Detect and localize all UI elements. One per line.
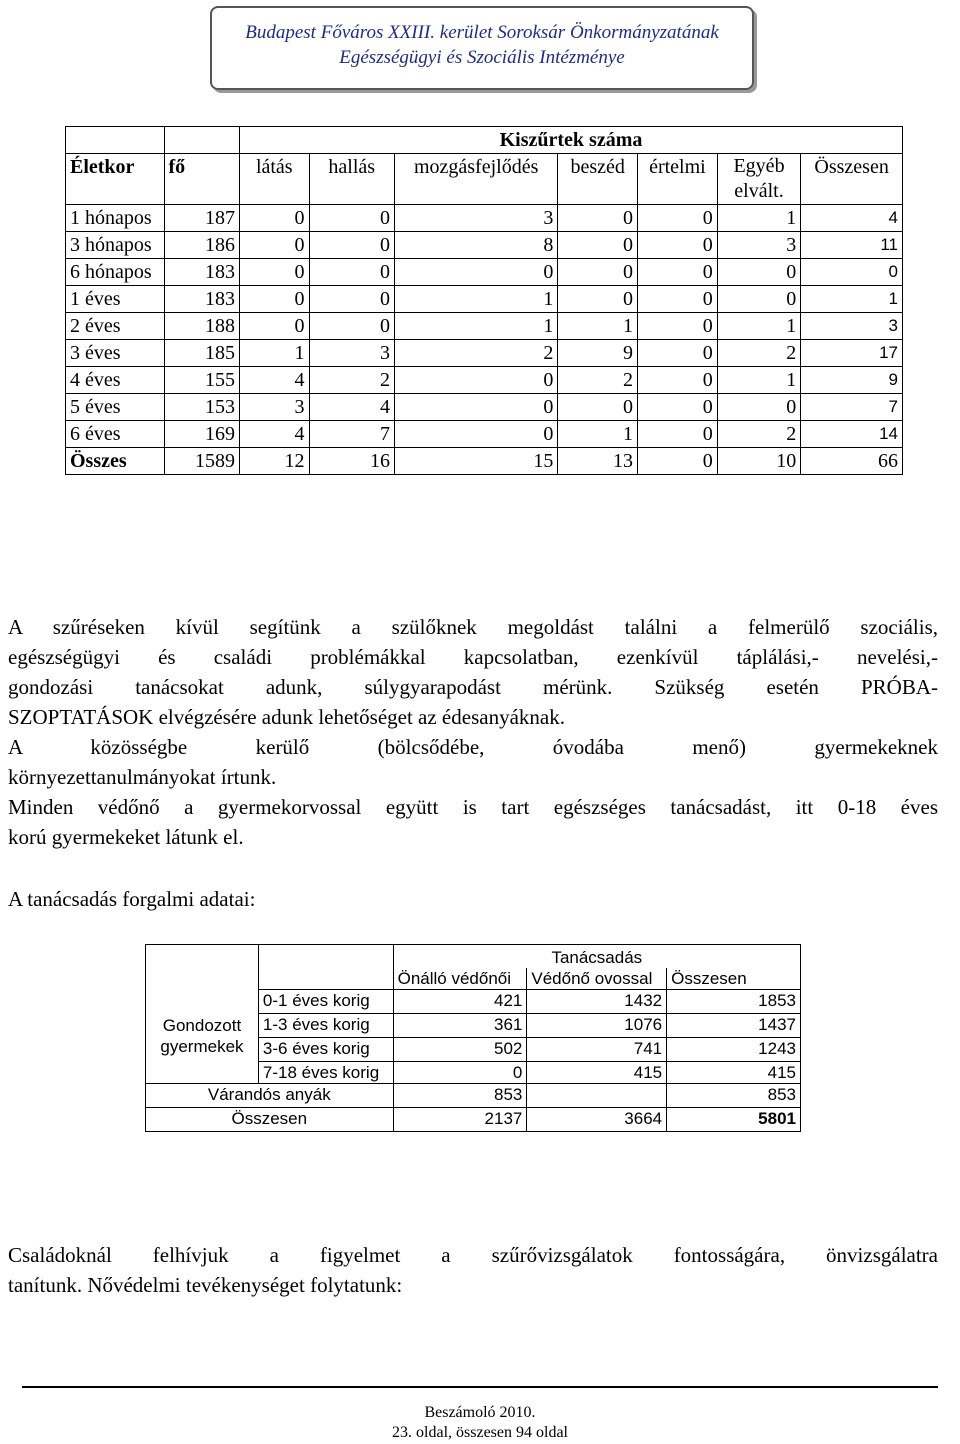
table-cell: 1 (717, 367, 801, 394)
table-cell: 2 (558, 367, 638, 394)
table-cell: 0 (638, 286, 718, 313)
table-cell: 0 (717, 394, 801, 421)
table-cell: 0 (309, 286, 394, 313)
text-line: Minden védőnő a gyermekorvossal együtt is tart egészséges tanácsadást, itt 0-18 éves (8, 795, 938, 819)
table-cell: 1432 (527, 990, 667, 1014)
table-cell: 185 (164, 340, 239, 367)
table-cell: 0 (393, 1062, 527, 1084)
table-cell: 11 (801, 232, 903, 259)
table-cell: 0 (801, 259, 903, 286)
total-row (66, 448, 903, 475)
table-group-header-row (146, 945, 801, 969)
table-cell: 188 (164, 313, 239, 340)
total-row (146, 1108, 801, 1132)
text-line: tanítunk. Nővédelmi tevékenységet folytatunk: (8, 1273, 403, 1297)
table-cell: 0 (638, 232, 718, 259)
table-cell: 0 (717, 259, 801, 286)
row-label: Várandós anyák (146, 1084, 394, 1108)
row-label: 3-6 éves korig (258, 1038, 393, 1062)
row-label: 0-1 éves korig (258, 990, 393, 1014)
col-header: Életkor (66, 154, 165, 205)
row-label: 5 éves (66, 394, 165, 421)
table-cell: 0 (394, 367, 557, 394)
table-cell: 0 (558, 232, 638, 259)
col-header: hallás (309, 154, 394, 205)
row-label: 6 hónapos (66, 259, 165, 286)
table-cell: 66 (801, 448, 903, 475)
table-cell: 15 (394, 448, 557, 475)
col-header: Védőnő ovossal (527, 968, 667, 990)
table-row (66, 394, 903, 421)
table-cell: 2137 (393, 1108, 527, 1132)
footer-report: Beszámoló 2010. (424, 1404, 536, 1421)
row-label: Összesen (146, 1108, 394, 1132)
table-group-header-row (66, 127, 903, 154)
table-cell: 2 (309, 367, 394, 394)
table-cell: 0 (638, 259, 718, 286)
table-cell: 3 (717, 232, 801, 259)
table-row (66, 259, 903, 286)
table-row (66, 367, 903, 394)
paragraph-family (8, 1240, 938, 1300)
col-header: Összesen (667, 968, 801, 990)
institution-header (210, 6, 754, 90)
row-label: 7-18 éves korig (258, 1062, 393, 1084)
col-header: látás (240, 154, 310, 205)
table-cell: 415 (527, 1062, 667, 1084)
table-cell: 0 (638, 367, 718, 394)
table-cell: 0 (240, 232, 310, 259)
text-line: egészségügyi és családi problémákkal kapcsolatban, ezenkívül táplálási,- nevelési,- (8, 645, 938, 669)
table-row (66, 286, 903, 313)
table-cell: 0 (394, 259, 557, 286)
table-row (66, 313, 903, 340)
table-cell: 16 (309, 448, 394, 475)
table-cell: 169 (164, 421, 239, 448)
table-cell: 3 (394, 205, 557, 232)
table-cell: 9 (558, 340, 638, 367)
table-cell: 0 (558, 394, 638, 421)
table-cell: 2 (717, 340, 801, 367)
table-cell: 0 (638, 313, 718, 340)
text-line: A közösségbe kerülő (bölcsődébe, óvodába menő) gyermekeknek (8, 735, 938, 759)
table-cell: 186 (164, 232, 239, 259)
table-cell: 0 (717, 286, 801, 313)
table-cell: 1243 (667, 1038, 801, 1062)
footer-page-number: 23. oldal, összesen 94 oldal (392, 1424, 568, 1441)
table-cell: 1 (558, 313, 638, 340)
table-row (66, 340, 903, 367)
paragraph-services (8, 612, 938, 852)
table-cell: 4 (801, 205, 903, 232)
row-label: 1 hónapos (66, 205, 165, 232)
col-header: Egyéb elvált. (717, 154, 801, 205)
text-line: korú gyermekeket látunk el. (8, 825, 244, 849)
table-cell: 4 (309, 394, 394, 421)
table-cell: 13 (558, 448, 638, 475)
table-cell: 1853 (667, 990, 801, 1014)
table-cell: 0 (394, 421, 557, 448)
table-cell: 5801 (667, 1108, 801, 1132)
col-header: Összesen (801, 154, 903, 205)
row-label: 6 éves (66, 421, 165, 448)
table-cell: 187 (164, 205, 239, 232)
text-line: Családoknál felhívjuk a figyelmet a szűrővizsgálatok fontosságára, önvizsgálatra (8, 1243, 938, 1267)
table-cell: 4 (240, 421, 310, 448)
row-label: 2 éves (66, 313, 165, 340)
table-cell: 10 (717, 448, 801, 475)
subheading (8, 884, 938, 914)
table-cell: 0 (638, 394, 718, 421)
table-cell: 0 (309, 259, 394, 286)
table-cell: 12 (240, 448, 310, 475)
col-header: beszéd (558, 154, 638, 205)
row-label: 1-3 éves korig (258, 1014, 393, 1038)
table-cell: 1076 (527, 1014, 667, 1038)
table-cell: 8 (394, 232, 557, 259)
table-cell: 0 (240, 286, 310, 313)
table-cell: 0 (240, 259, 310, 286)
table-cell: 1 (394, 286, 557, 313)
table-cell: 0 (638, 340, 718, 367)
table-cell (527, 1084, 667, 1108)
table-cell: 17 (801, 340, 903, 367)
table-cell: 7 (309, 421, 394, 448)
row-label: 3 hónapos (66, 232, 165, 259)
table-cell: 1 (558, 421, 638, 448)
table-cell: 3664 (527, 1108, 667, 1132)
table-cell: 9 (801, 367, 903, 394)
table-cell: 14 (801, 421, 903, 448)
table-cell: 0 (309, 313, 394, 340)
header-line-1: Budapest Főváros XXIII. kerület Soroksár Önkormányzatának (245, 22, 719, 43)
table-cell: 7 (801, 394, 903, 421)
table-cell: 0 (638, 421, 718, 448)
table-cell: 3 (240, 394, 310, 421)
table-cell: 415 (667, 1062, 801, 1084)
table-row (66, 421, 903, 448)
table-cell: 1 (240, 340, 310, 367)
table-cell: 0 (394, 394, 557, 421)
col-header: Önálló védőnői (393, 968, 527, 990)
table-cell: 0 (558, 205, 638, 232)
text-line: környezettanulmányokat írtunk. (8, 765, 277, 789)
text-line: gondozási tanácsokat adunk, súlygyarapodást mérünk. Szükség esetén PRÓBA- (8, 675, 938, 699)
table-cell: 0 (240, 313, 310, 340)
table-cell: 2 (394, 340, 557, 367)
col-header: értelmi (638, 154, 718, 205)
consultation-table (145, 944, 801, 1132)
table-cell: 0 (558, 259, 638, 286)
table-cell: 3 (309, 340, 394, 367)
group-title: Tanácsadás (393, 945, 800, 969)
total-label: Összes (66, 448, 165, 475)
table-cell: 1 (717, 205, 801, 232)
footer-divider (22, 1386, 938, 1388)
screening-table (65, 126, 903, 475)
header-line-2: Egészségügyi és Szociális Intézménye (339, 47, 625, 68)
table-cell: 0 (638, 448, 718, 475)
table-cell: 3 (801, 313, 903, 340)
table-cell: 1437 (667, 1014, 801, 1038)
table-header-row (66, 154, 903, 205)
col-header: mozgásfejlődés (394, 154, 557, 205)
group-label: Gondozott gyermekek (146, 990, 259, 1084)
table-row (146, 990, 801, 1014)
table-cell: 853 (667, 1084, 801, 1108)
table-cell: 421 (393, 990, 527, 1014)
table-cell: 1 (717, 313, 801, 340)
table-cell: 853 (393, 1084, 527, 1108)
table-cell: 502 (393, 1038, 527, 1062)
table-row (66, 232, 903, 259)
text-line: A szűréseken kívül segítünk a szülőknek megoldást találni a felmerülő szociális, (8, 615, 938, 639)
table-cell: 4 (240, 367, 310, 394)
subheading-text: A tanácsadás forgalmi adatai: (8, 887, 256, 911)
table-cell: 1 (801, 286, 903, 313)
table-cell: 155 (164, 367, 239, 394)
table-cell: 183 (164, 286, 239, 313)
table-cell: 183 (164, 259, 239, 286)
table-row (146, 1084, 801, 1108)
table-cell: 0 (638, 205, 718, 232)
group-title: Kiszűrtek száma (240, 127, 903, 154)
col-header: fő (164, 154, 239, 205)
text-line: SZOPTATÁSOK elvégzésére adunk lehetőséget az édesanyáknak. (8, 705, 565, 729)
table-cell: 2 (717, 421, 801, 448)
table-cell: 153 (164, 394, 239, 421)
table-cell: 1 (394, 313, 557, 340)
table-cell: 0 (309, 232, 394, 259)
table-cell: 1589 (164, 448, 239, 475)
table-row (66, 205, 903, 232)
row-label: 1 éves (66, 286, 165, 313)
row-label: 3 éves (66, 340, 165, 367)
table-cell: 0 (240, 205, 310, 232)
row-label: 4 éves (66, 367, 165, 394)
table-cell: 0 (558, 286, 638, 313)
table-cell: 361 (393, 1014, 527, 1038)
table-cell: 0 (309, 205, 394, 232)
table-cell: 741 (527, 1038, 667, 1062)
